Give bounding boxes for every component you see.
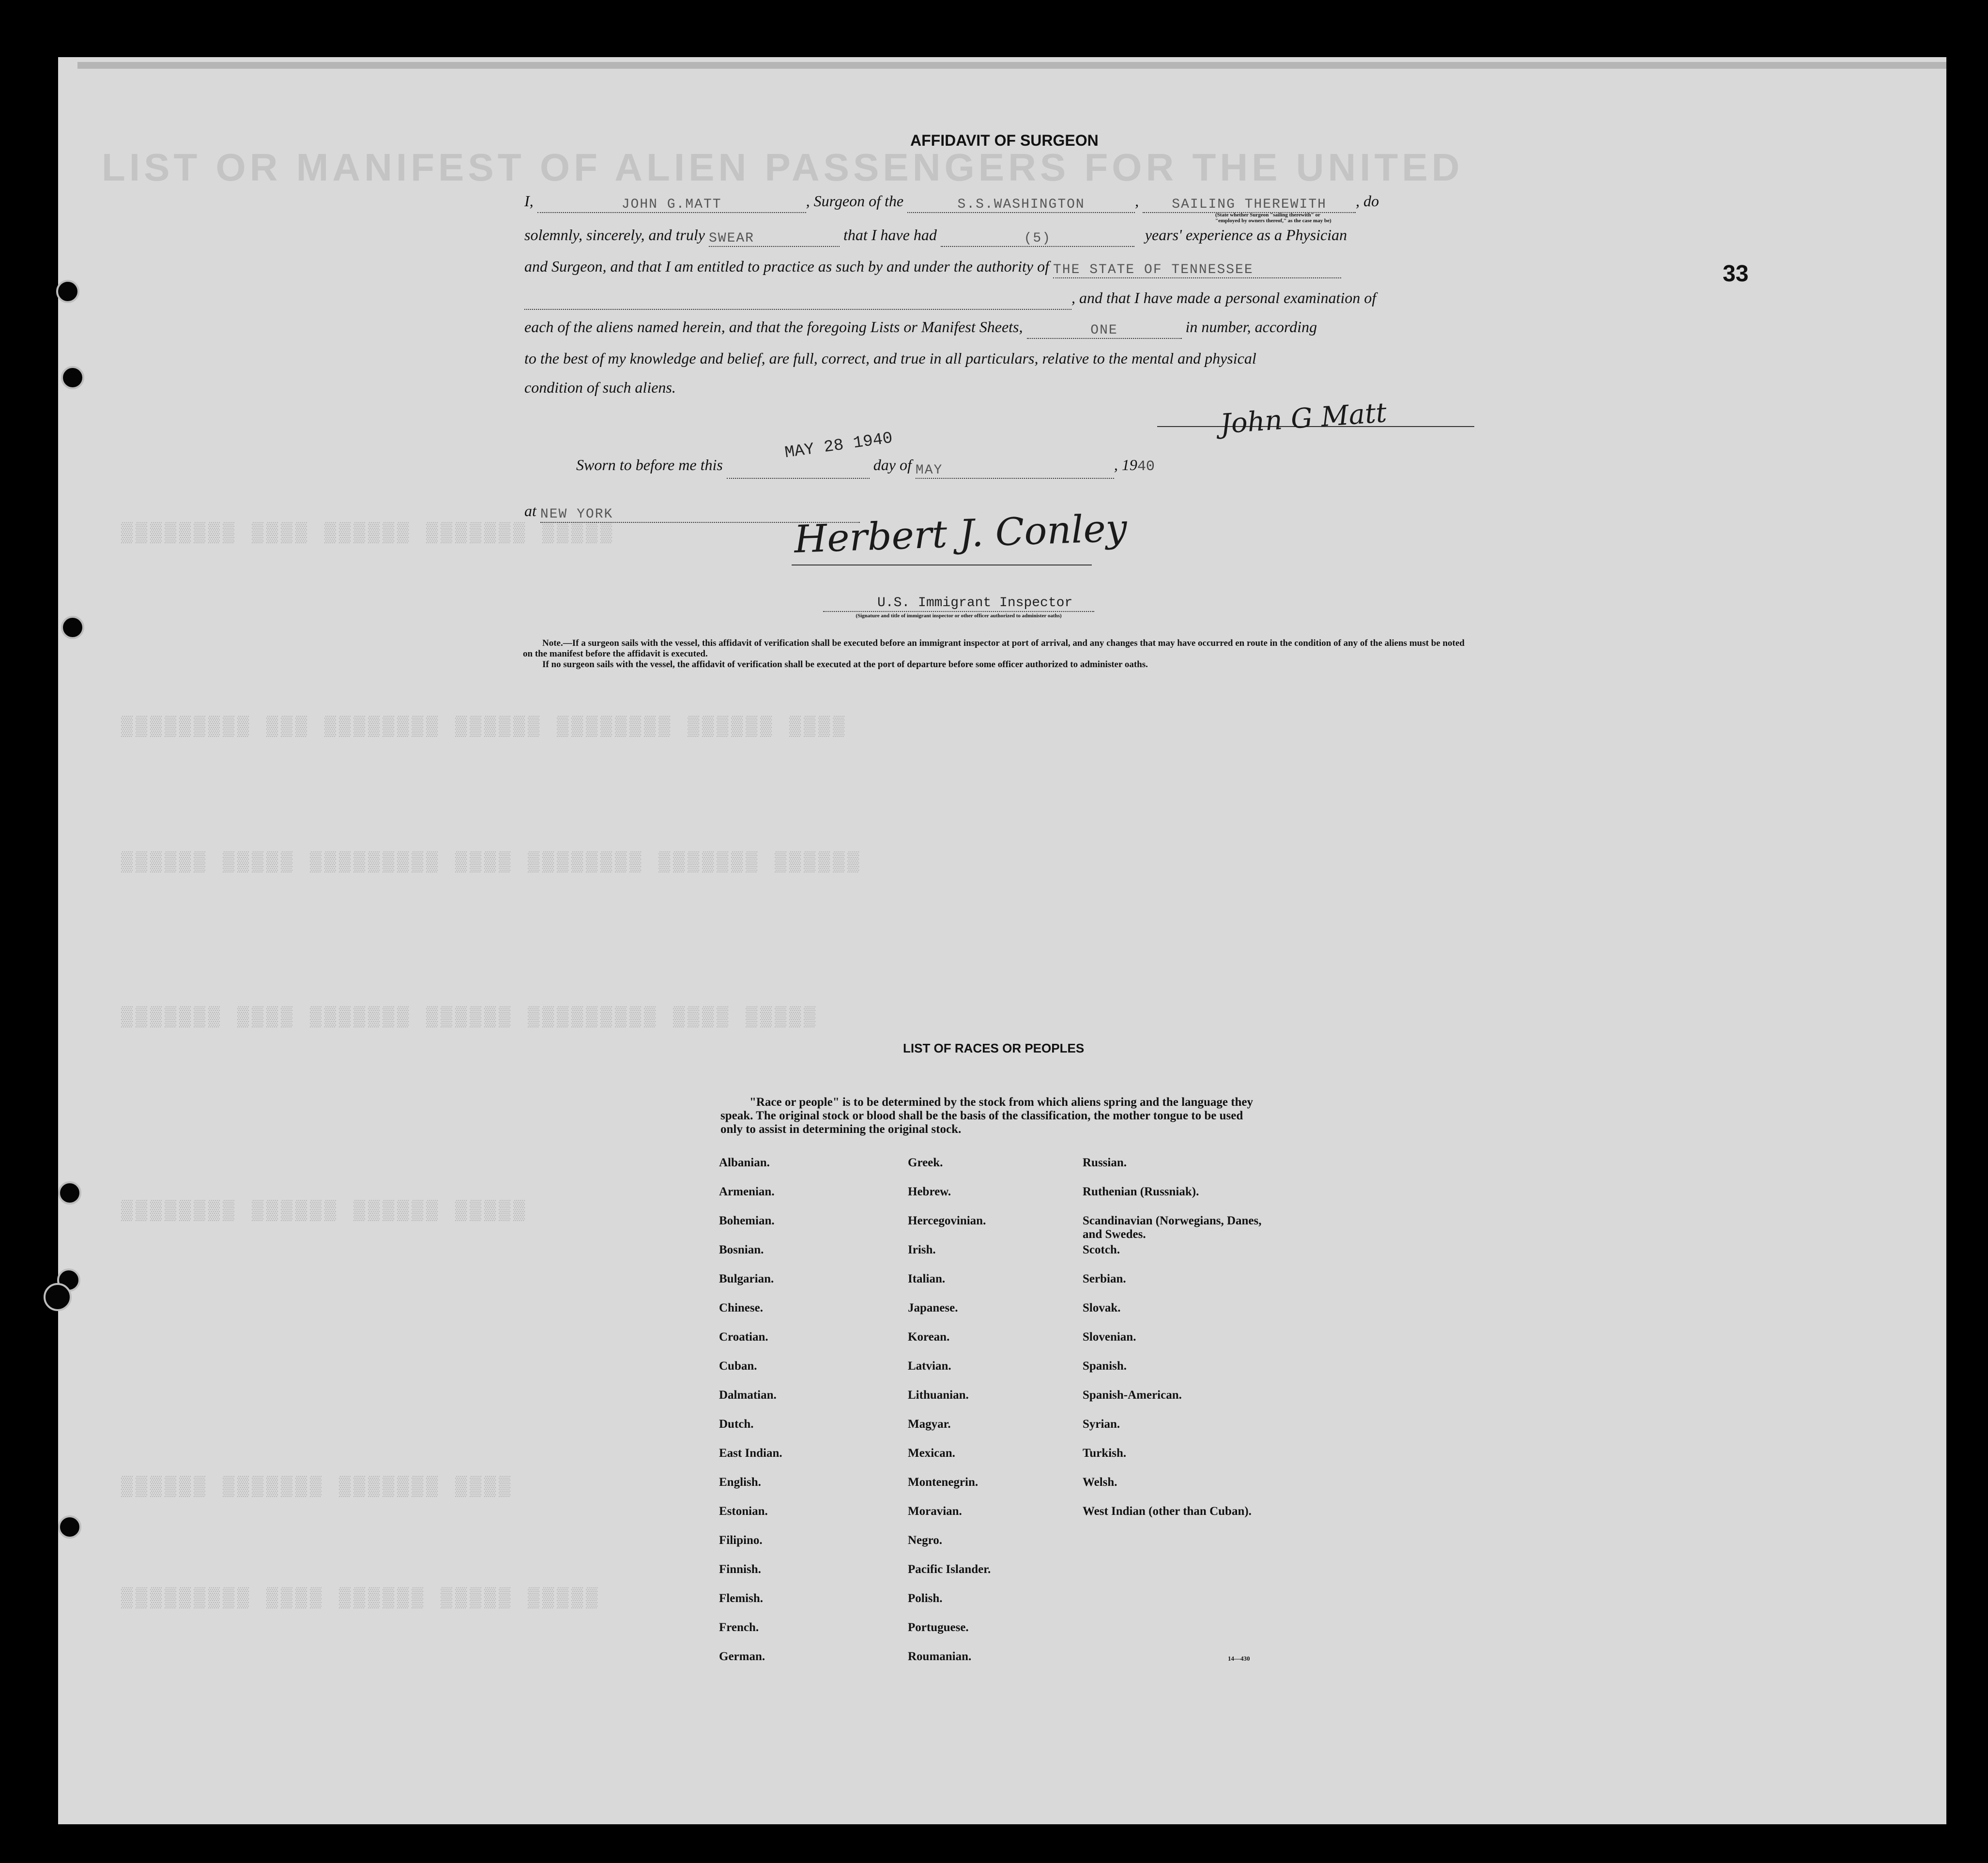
race-item: West Indian (other than Cuban). [1083, 1505, 1252, 1518]
bleed-through-row: ▒▒▒▒▒▒▒▒▒ ▒▒▒ ▒▒▒▒▒▒▒▒ ▒▒▒▒▒▒ ▒▒▒▒▒▒▒▒ ▒▒▒▒▒▒ ▒▒▒▒ [121, 717, 848, 738]
relation-instruction: (State whether Surgeon "sailing therewith" or "employed by owners thereof," as the case may be) [1215, 212, 1331, 224]
text: at [524, 502, 536, 519]
inspector-caption: (Signature and title of immigrant inspector or other officer authorized to administer oaths) [823, 611, 1094, 619]
race-item: Croatian. [719, 1330, 768, 1344]
race-item: Hercegovinian. [908, 1214, 986, 1227]
bleed-through-header: LIST OR MANIFEST OF ALIEN PASSENGERS FOR THE UNITED [102, 146, 1464, 189]
races-intro: "Race or people" is to be determined by the stock from which aliens spring and the language they speak. The original stock or blood shall be the basis of the classification, the mother tongue to be used only to assist in determining the original stock. [720, 1096, 1254, 1136]
race-item: Armenian. [719, 1185, 775, 1198]
races-column-3 [1083, 1156, 1276, 1534]
race-item: Serbian. [1083, 1272, 1126, 1285]
race-item: Welsh. [1083, 1476, 1117, 1489]
race-item: Bosnian. [719, 1243, 764, 1256]
affidavit-line-1: I, JOHN G.MATT , Surgeon of the S.S.WASHINGTON , SAILING THEREWITH , do [524, 192, 1379, 212]
affidavit-line-2 [524, 223, 1476, 247]
bleed-through-row: ▒▒▒▒▒▒ ▒▒▒▒▒▒▒ ▒▒▒▒▒▒▒ ▒▒▒▒ [121, 1477, 514, 1498]
race-item: Scotch. [1083, 1243, 1120, 1256]
punch-hole [61, 366, 84, 389]
oath-field: SWEAR [709, 231, 840, 247]
text: in number, according [1185, 318, 1317, 336]
race-item: Spanish-American. [1083, 1389, 1182, 1402]
text: years' experience as a Physician [1145, 226, 1347, 244]
race-item: Mexican. [908, 1447, 955, 1460]
affidavit-line-5 [524, 315, 1476, 339]
text: Sworn to before me this [576, 456, 723, 473]
bleed-through-row: ▒▒▒▒▒▒▒ ▒▒▒▒ ▒▒▒▒▒▒▒ ▒▒▒▒▒▒ ▒▒▒▒▒▒▒▒▒ ▒▒▒▒ ▒▒▒▒▒ [121, 1007, 819, 1029]
race-item: Slovak. [1083, 1301, 1121, 1314]
verification-note [523, 638, 1472, 670]
affidavit-line-4 [524, 286, 1476, 310]
race-item: Latvian. [908, 1359, 951, 1373]
race-item: Chinese. [719, 1301, 763, 1314]
form-number: 14—430 [1228, 1655, 1250, 1662]
race-item: Irish. [908, 1243, 936, 1256]
race-item: Italian. [908, 1272, 946, 1285]
race-item: Greek. [908, 1156, 943, 1169]
text: , Surgeon of the [806, 192, 904, 210]
race-item: Turkish. [1083, 1447, 1127, 1460]
race-item: Japanese. [908, 1301, 958, 1314]
text: I, [524, 192, 534, 210]
race-item: Magyar. [908, 1418, 951, 1431]
race-item: Negro. [908, 1534, 943, 1547]
sworn-date-field [727, 463, 870, 479]
affidavit-line-7: condition of such aliens. [524, 379, 676, 396]
race-item: English. [719, 1476, 761, 1489]
authority-field: THE STATE OF TENNESSEE [1053, 263, 1341, 278]
race-item: French. [719, 1621, 759, 1634]
race-item: Dalmatian. [719, 1389, 777, 1402]
bleed-through-row: ▒▒▒▒▒▒▒▒ ▒▒▒▒▒▒ ▒▒▒▒▒▒ ▒▒▒▒▒ [121, 1201, 528, 1222]
punch-hole [58, 1181, 81, 1205]
races-title: LIST OF RACES OR PEOPLES [903, 1041, 1085, 1055]
race-item: Scandinavian (Norwegians, Danes, and Swedes. [1083, 1214, 1262, 1241]
page-number: 33 [1723, 261, 1749, 287]
text: solemnly, sincerely, and truly [524, 226, 705, 244]
race-item: Filipino. [719, 1534, 763, 1547]
paper-edge [77, 62, 1946, 69]
text: that I have had [843, 226, 937, 244]
punch-hole [56, 280, 79, 303]
bleed-through-row: ▒▒▒▒▒▒▒▒ ▒▒▒▒ ▒▒▒▒▒▒ ▒▒▒▒▒▒▒ ▒▒▒▒▒ [121, 523, 615, 545]
punch-hole-torn [44, 1283, 72, 1311]
affidavit-line-3 [524, 254, 1476, 278]
race-item: Hebrew. [908, 1185, 951, 1198]
vessel-name-field: S.S.WASHINGTON [907, 198, 1135, 213]
races-column-1 [719, 1156, 782, 1679]
race-item: Estonian. [719, 1505, 768, 1518]
text: each of the aliens named herein, and that the foregoing Lists or Manifest Sheets, [524, 318, 1023, 336]
race-item: Bohemian. [719, 1214, 775, 1227]
surgeon-signature: John G Matt [1219, 397, 1388, 440]
bleed-through-row: ▒▒▒▒▒▒▒▒▒ ▒▒▒▒ ▒▒▒▒▒▒ ▒▒▒▒▒ ▒▒▒▒▒ [121, 1588, 601, 1610]
race-item: Ruthenian (Russniak). [1083, 1185, 1199, 1198]
race-item: Montenegrin. [908, 1476, 979, 1489]
text: , do [1356, 192, 1379, 210]
race-item: Cuban. [719, 1359, 757, 1373]
race-item: Roumanian. [908, 1650, 972, 1663]
note-lead: Note. [542, 638, 563, 648]
races-column-2 [908, 1156, 991, 1679]
race-item: Albanian. [719, 1156, 770, 1169]
bleed-through-row: ▒▒▒▒▒▒ ▒▒▒▒▒ ▒▒▒▒▒▒▒▒▒ ▒▒▒▒ ▒▒▒▒▒▒▒▒ ▒▒▒▒▒▒▒ ▒▒▒▒▒▒ [121, 852, 862, 874]
years-experience-field: (5) [941, 231, 1134, 247]
affidavit-line-6: to the best of my knowledge and belief, are full, correct, and true in all particulars, relative to the mental and physical [524, 350, 1256, 367]
race-item: Korean. [908, 1330, 950, 1344]
race-item: Lithuanian. [908, 1389, 969, 1402]
inspector-signature: Herbert J. Conley [793, 506, 1128, 562]
affidavit-title: AFFIDAVIT OF SURGEON [910, 132, 1099, 149]
race-item: Finnish. [719, 1563, 761, 1576]
manifest-sheets-field: ONE [1027, 323, 1182, 339]
race-item: Syrian. [1083, 1418, 1120, 1431]
race-item: East Indian. [719, 1447, 782, 1460]
race-item: Russian. [1083, 1156, 1127, 1169]
sworn-year-field: 40 [1137, 458, 1155, 475]
race-item: Dutch. [719, 1418, 754, 1431]
text: , and that I have made a personal examination of [1071, 289, 1376, 306]
note-text-2: If no surgeon sails with the vessel, the affidavit of verification shall be executed at the port of departure before some officer authorized to administer oaths. [542, 659, 1148, 670]
race-item: Spanish. [1083, 1359, 1127, 1373]
sworn-line [576, 453, 1477, 477]
race-item: Slovenian. [1083, 1330, 1136, 1344]
surgeon-relation-field: SAILING THEREWITH [1143, 198, 1356, 213]
race-item: Bulgarian. [719, 1272, 774, 1285]
sworn-month-field: MAY [916, 463, 1114, 479]
note-text: —If a surgeon sails with the vessel, this affidavit of verification shall be executed before an immigrant inspector at port of arrival, and any changes that may have occurred en route in the condition of any of the aliens must be noted on the manifest before the affidavit is executed. [523, 638, 1465, 659]
race-item: Portuguese. [908, 1621, 969, 1634]
punch-hole [61, 616, 84, 639]
race-item: Flemish. [719, 1592, 763, 1605]
text: day of [873, 456, 912, 473]
text: , 19 [1114, 456, 1137, 473]
place-field: NEW YORK [540, 507, 860, 523]
text: and Surgeon, and that I am entitled to practice as such by and under the authority of [524, 258, 1049, 275]
punch-hole [58, 1515, 81, 1539]
race-item: Pacific Islander. [908, 1563, 991, 1576]
surgeon-name-field: JOHN G.MATT [537, 198, 806, 213]
race-item: Polish. [908, 1592, 943, 1605]
date-stamp: MAY 28 1940 [783, 429, 894, 463]
race-item: German. [719, 1650, 765, 1663]
inspector-title-stamp: U.S. Immigrant Inspector [877, 596, 1073, 611]
authority-continuation-field [524, 294, 1071, 310]
surgeon-relation-block [1143, 198, 1356, 213]
race-item: Moravian. [908, 1505, 962, 1518]
